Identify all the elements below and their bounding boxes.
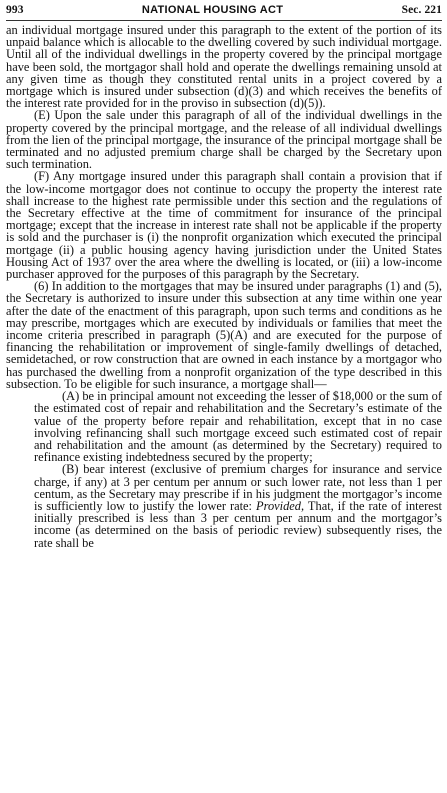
paragraph-continuation: an individual mortgage insured under this paragraph to the extent of the portion of its unpaid balance which is allocable to the dwelling covered by such individual mortgage. Until all of the individual dwellings in the property covered by the principal mortgage have been sold, the mortgagor shall hold and operate the dwellings remaining unsold at any given time as though they constituted rental units in a project covered by a mortgage which is insured under subsection (d)(3) and which receives the benefits of the interest rate provided for in the proviso in subsection (d)(5)). xyxy=(6,23,442,111)
paragraph-f: (F) Any mortgage insured under this paragraph shall contain a provision that if the low-income mortgagor does not continue to occupy the property the interest rate shall increase to the highest rate permissible under this section and the regulations of the Secretary effective at the time of commitment for insurance of the principal mortgage; except that the increase in interest rate shall not be applicable if the property is sold and the purchaser is (i) the nonprofit organization which executed the principal mortgage (ii) a public housing agency having jurisdiction under the United States Housing Act of 1937 over the area where the dwelling is located, or (iii) a low-income purchaser approved for the purposes of this paragraph by the Secretary. xyxy=(6,169,442,282)
subparagraph-b xyxy=(6,463,442,548)
paragraph-6: (6) In addition to the mortgages that may be insured under paragraphs (1) and (5), the Secretary is authorized to insure under this subsection at any time within one year after the date of the enactment of this paragraph, upon such terms and conditions as he may prescribe, mortgages which are executed by individuals or families that meet the income criteria prescribed in paragraph (5)(A) and are executed for the purpose of financing the rehabilitation or improvement of single-family dwellings of detached, semidetached, or row construction that are owned in each instance by a mortgagor who has purchased the dwelling from a nonprofit organization of the type described in this subsection. To be eligible for such insurance, a mortgage shall— xyxy=(6,279,442,391)
running-header xyxy=(6,4,442,21)
document-page xyxy=(6,4,442,549)
act-title: NATIONAL HOUSING ACT xyxy=(141,4,284,16)
body-text xyxy=(6,24,442,549)
section-number: Sec. 221 xyxy=(401,4,442,16)
subparagraph-b-text: (B) bear interest (exclusive of premium charges for insurance and service charge, if any) at 3 per centum per annum or such lower rate, not less than 1 per centum, as the Secretary may prescribe if in his judgment the mortgagor’s income is sufficiently low to justify the lower rate: xyxy=(34,462,442,513)
subparagraph-a: (A) be in principal amount not exceeding the lesser of $18,000 or the sum of the estimated cost of repair and rehabilitation and the Secretary’s estimate of the value of the property before repair and rehabilitation, except that in no case involving refinancing shall such mortgage exceed such estimated cost of repair and rehabilitation and the amount (as determined by the Secretary) required to refinance existing indebtedness secured by the property; xyxy=(34,389,442,465)
subparagraph-b-text-cont: That, if the rate of interest initially prescribed is less than 3 per centum per annum and the mortgagor’s income (as determined on the basis of periodic review) subsequently rises, the rate shall be xyxy=(34,498,442,550)
page-number: 993 xyxy=(6,4,24,16)
proviso-term: Provided, xyxy=(256,498,305,513)
paragraph-e: (E) Upon the sale under this paragraph of all of the individual dwellings in the property covered by the principal mortgage, and the release of all individual dwellings from the lien of the principal mortgage, the insurance of the principal mortgage shall be terminated and no adjusted premium charge shall be charged by the Secretary upon such termination. xyxy=(6,108,442,172)
